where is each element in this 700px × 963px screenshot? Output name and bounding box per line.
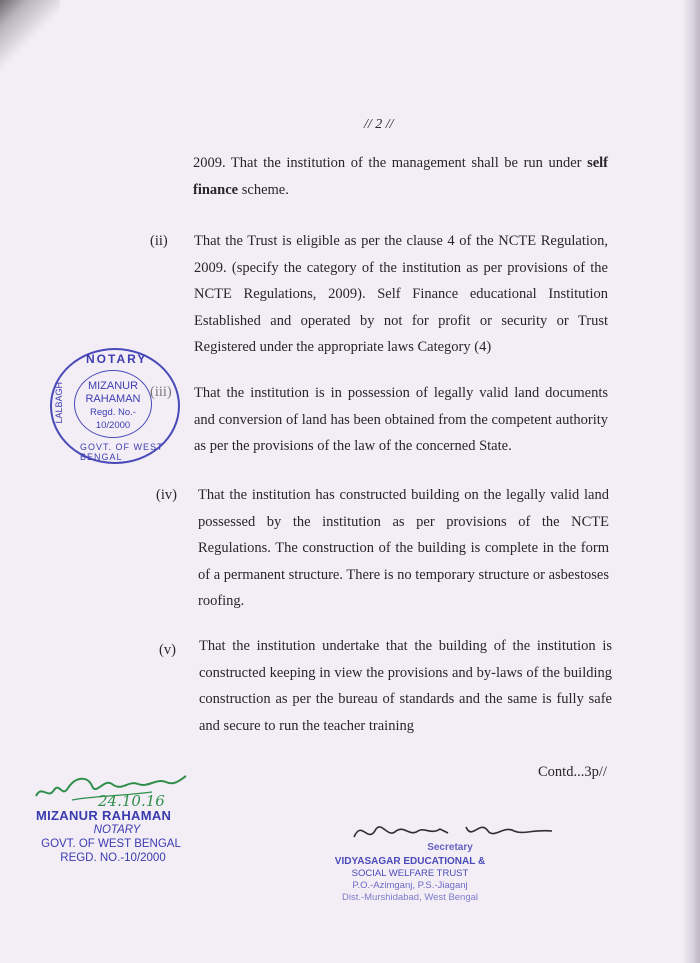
self-finance-emphasis: self finance xyxy=(193,155,608,198)
trust-address-line1: P.O.-Azimganj, P.S.-Jiaganj xyxy=(352,880,468,891)
page-edge-shadow xyxy=(682,0,700,963)
clause-number-v: (v) xyxy=(159,642,176,658)
clause-v-text: That the institution undertake that the building of the institution is constructed keeping in view the provisions and by-laws of the building construction as per the bureau of standards and the same is fully safe and secure to run the teacher training xyxy=(199,638,612,734)
clause-number-iv: (iv) xyxy=(156,487,177,503)
clause-number-ii: (ii) xyxy=(150,233,168,249)
notary-regd: REGD. NO.-10/2000 xyxy=(60,852,166,864)
notary-sign-date: 24.10.16 xyxy=(98,792,165,810)
trust-address-line2: Dist.-Murshidabad, West Bengal xyxy=(341,892,479,903)
continued-note: Contd...3p// xyxy=(538,764,607,780)
notary-name: MIZANUR RAHAMAN xyxy=(36,808,172,823)
clause-number-iii: (iii) xyxy=(150,384,172,400)
notary-title: NOTARY xyxy=(93,824,141,836)
seal-regd-number: 10/2000 xyxy=(95,420,131,431)
clause-iii-text: That the institution is in possession of legally valid land documents and conversion of land has been obtained from the competent authority as per the provisions of the law of the concerned State. xyxy=(194,385,608,454)
trust-role: Secretary xyxy=(427,842,473,853)
clause-ii-text: That the Trust is eligible as per the clause 4 of the NCTE Regulation, 2009. (specify the category of the institution as per provisions of the NCTE Regulations, 2009). Self Finance educational Institution Established and operated by not for profit or security or Trust Registered under the appropriate laws Category (4) xyxy=(194,233,608,355)
seal-regd-label: Regd. No.- xyxy=(90,407,136,418)
folded-corner-shadow xyxy=(0,0,60,100)
trust-name-line2: SOCIAL WELFARE TRUST xyxy=(351,868,469,879)
seal-ring-top-text: NOTARY xyxy=(86,352,148,366)
notary-seal xyxy=(50,348,180,464)
clause-iv-text: That the institution has constructed building on the legally valid land possessed by the institution as per provisions of the NCTE Regulations. The construction of the building is complete in the form of a permanent structure. There is no temporary structure or asbestoses roofing. xyxy=(198,487,609,609)
intro-paragraph: 2009. That the institution of the management shall be run under self finance scheme. xyxy=(193,155,608,198)
seal-name-first: MIZANUR xyxy=(87,380,139,392)
seal-ring-left-text: LALBAGH xyxy=(54,382,64,424)
page-number: // 2 // xyxy=(364,117,394,132)
seal-ring-bottom-text: GOVT. OF WEST BENGAL xyxy=(80,442,164,462)
seal-name-last: RAHAMAN xyxy=(85,393,141,405)
notary-govt: GOVT. OF WEST BENGAL xyxy=(41,838,181,850)
seal-inner-ring xyxy=(74,370,152,438)
trust-name-line1: VIDYASAGAR EDUCATIONAL & xyxy=(334,856,486,867)
